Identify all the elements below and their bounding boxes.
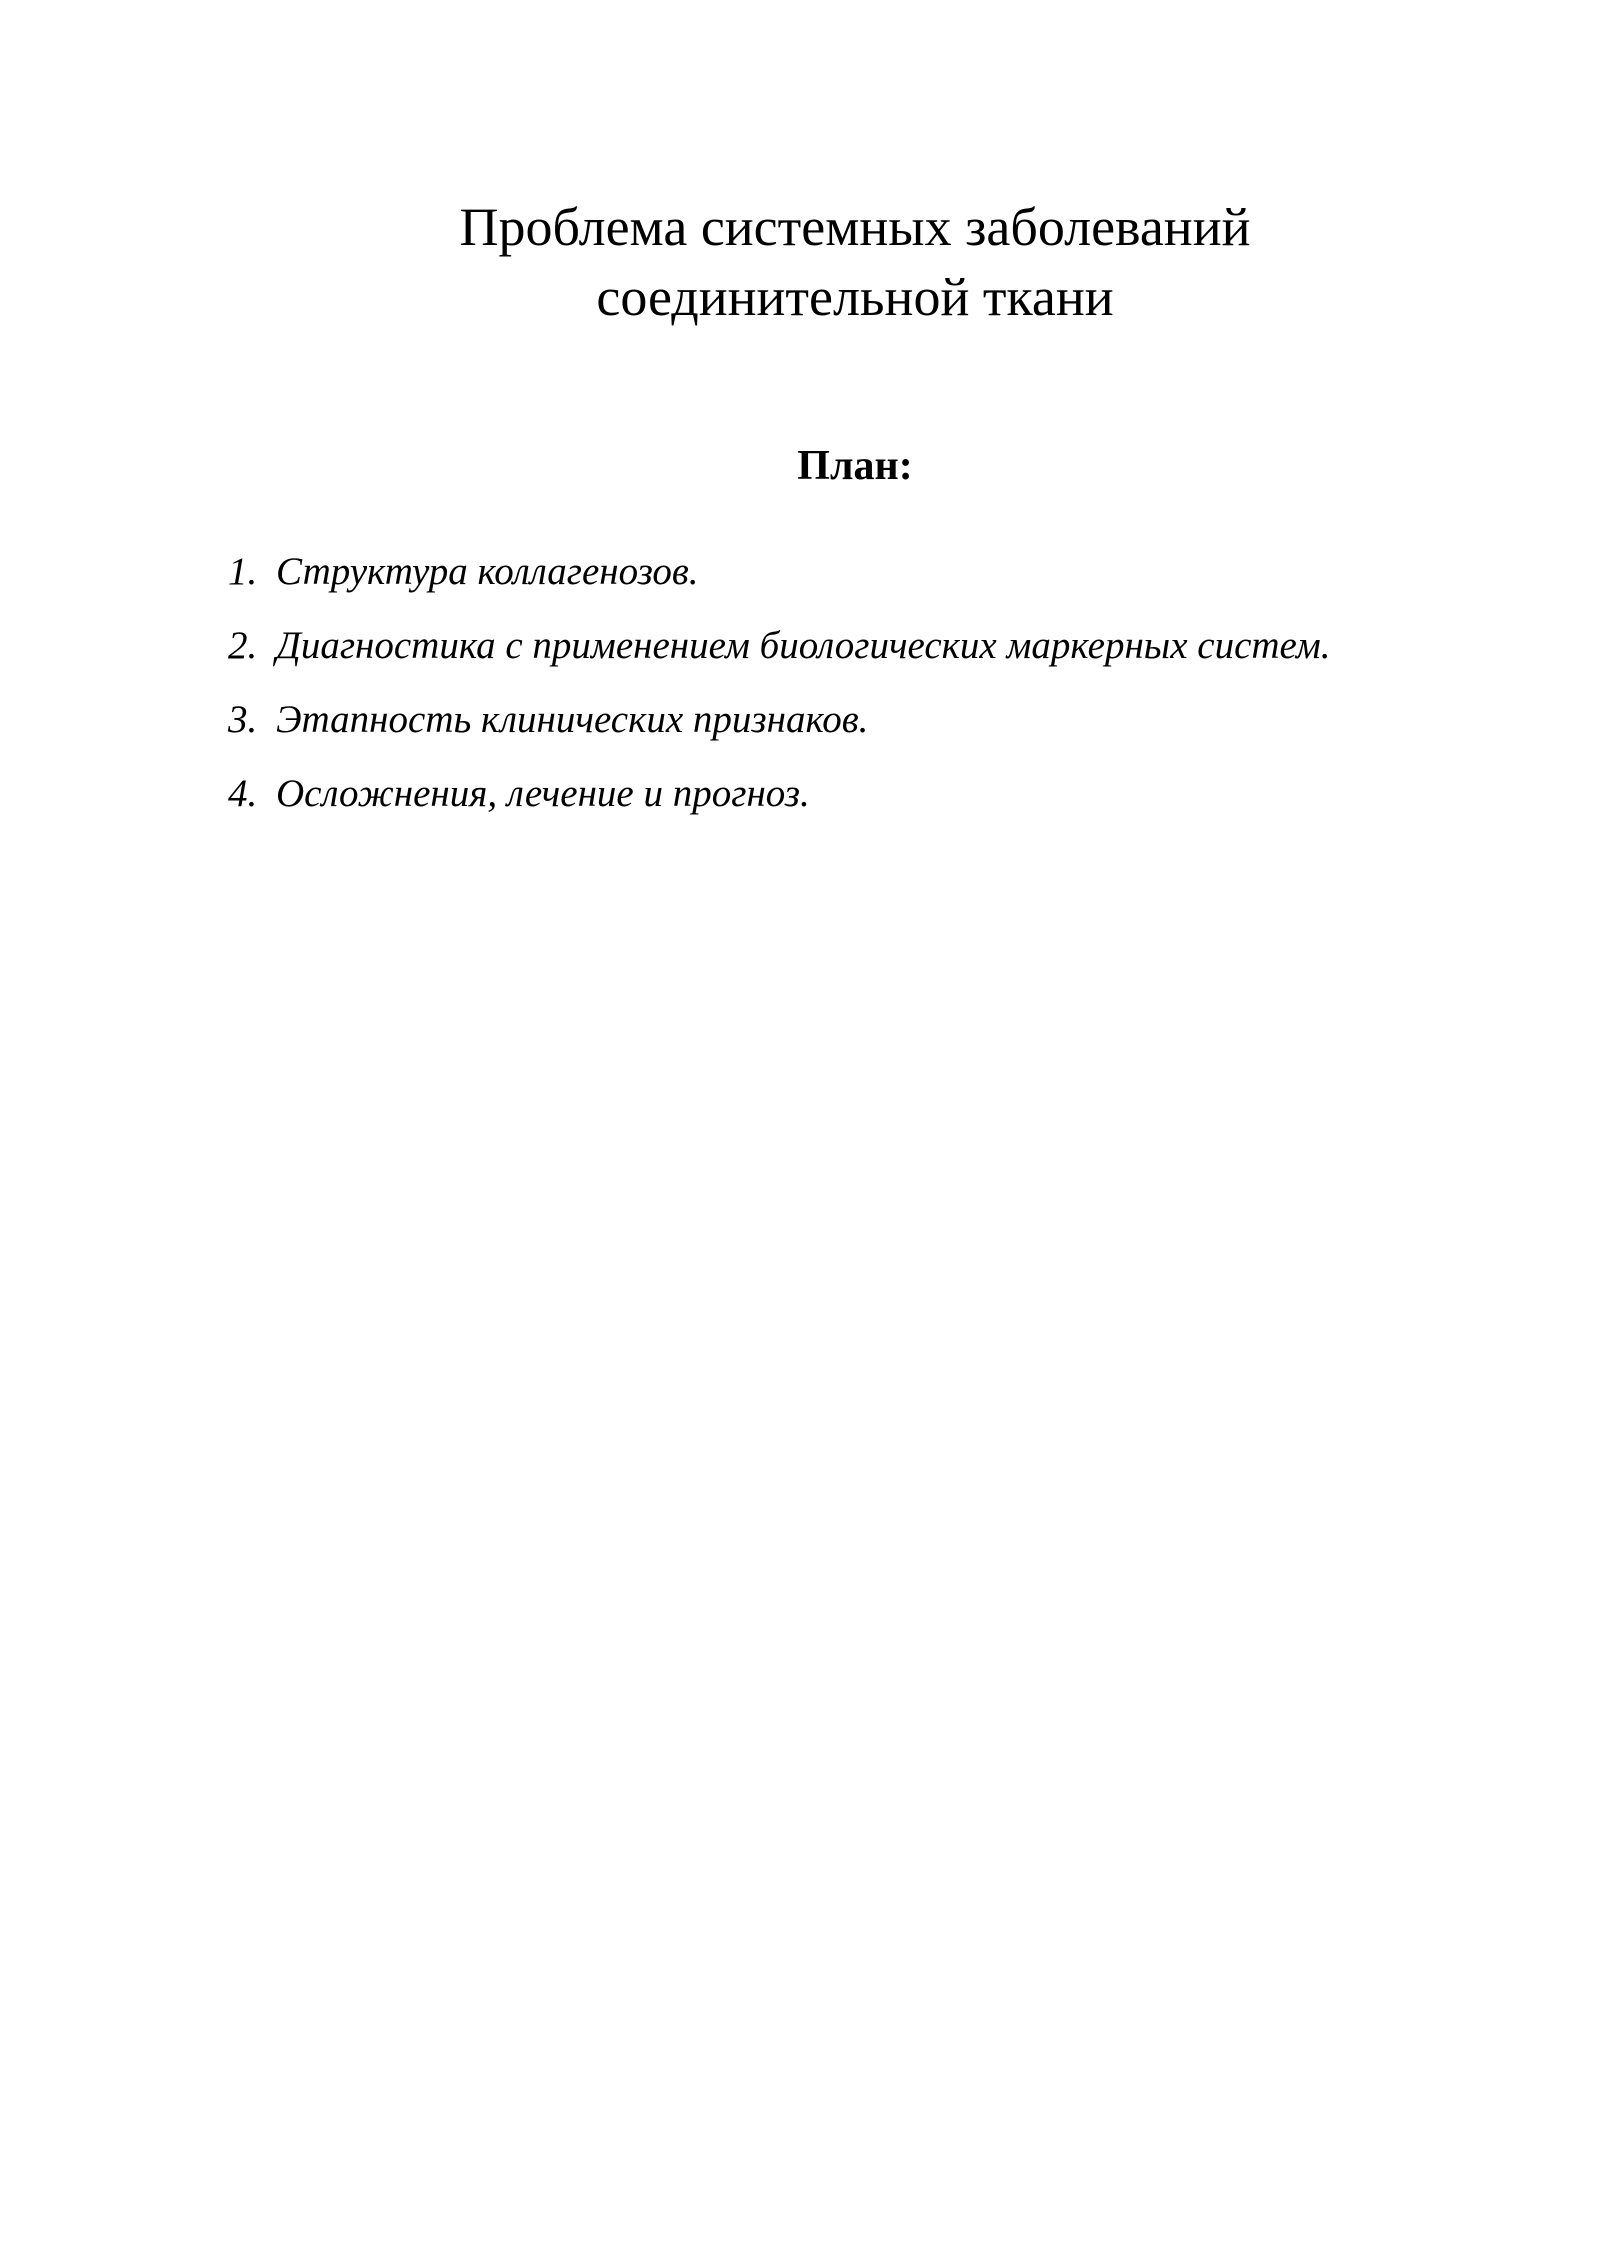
plan-item-1	[228, 552, 1331, 626]
plan-item-number: 3.	[228, 698, 258, 741]
plan-item-text: Этапность клинических признаков.	[276, 698, 869, 741]
plan-item-text: Диагностика с применением биологических маркерных систем.	[276, 624, 1331, 667]
plan-item-number: 4.	[228, 772, 258, 815]
plan-list	[228, 552, 1331, 848]
plan-item-number: 1.	[228, 550, 258, 593]
document-title-line-2: соединительной ткани	[596, 267, 1114, 327]
plan-item-2	[228, 626, 1331, 700]
plan-item-4	[228, 774, 1331, 848]
plan-item-3	[228, 700, 1331, 774]
document-title-line-1: Проблема системных заболеваний	[459, 197, 1251, 257]
plan-heading: План:	[797, 443, 913, 489]
plan-item-text: Осложнения, лечение и прогноз.	[276, 772, 810, 815]
plan-item-text: Структура коллагенозов.	[276, 550, 699, 593]
plan-item-number: 2.	[228, 624, 258, 667]
